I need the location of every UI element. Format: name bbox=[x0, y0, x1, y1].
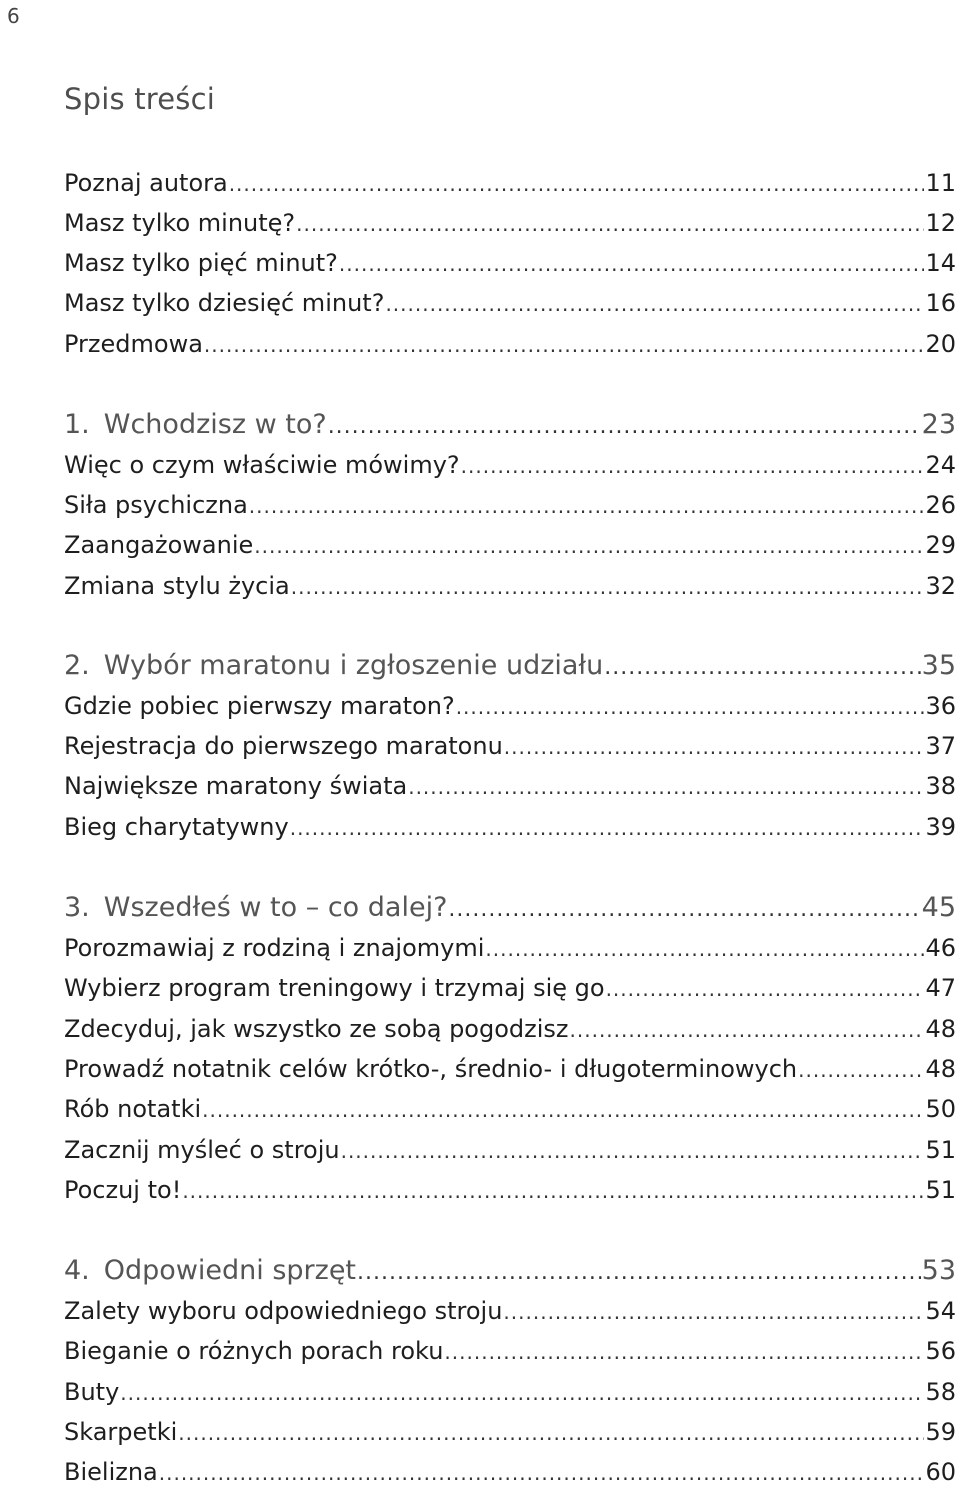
toc-entry-label: Poczuj to! bbox=[64, 1176, 182, 1204]
toc-page-number: 36 bbox=[925, 692, 956, 720]
toc-leader-dots bbox=[341, 1136, 925, 1166]
toc-entry bbox=[64, 1377, 956, 1408]
toc-page-number: 35 bbox=[921, 650, 956, 681]
toc-leader-dots bbox=[385, 289, 924, 319]
toc-page-number: 45 bbox=[921, 892, 956, 923]
toc-page-number: 58 bbox=[925, 1378, 956, 1406]
toc-entry bbox=[64, 1296, 956, 1327]
toc-entry bbox=[64, 1336, 956, 1367]
toc-page-number: 48 bbox=[925, 1015, 956, 1043]
toc-entry bbox=[64, 1175, 956, 1206]
toc-leader-dots bbox=[182, 1176, 924, 1206]
toc-entry bbox=[64, 771, 956, 802]
toc-leader-dots bbox=[570, 1015, 925, 1045]
toc-page-number: 51 bbox=[925, 1136, 956, 1164]
toc-entry-label: Masz tylko minutę? bbox=[64, 209, 296, 237]
toc-entry-label: Wybierz program treningowy i trzymaj się go bbox=[64, 974, 605, 1002]
toc-page-number: 16 bbox=[925, 289, 956, 317]
toc-leader-dots bbox=[120, 1378, 924, 1408]
toc-entry-label: Zalety wyboru odpowiedniego stroju bbox=[64, 1297, 503, 1325]
toc-entry bbox=[64, 691, 956, 722]
toc-page-number: 47 bbox=[925, 974, 956, 1002]
toc-entry bbox=[64, 812, 956, 843]
toc-entry bbox=[64, 731, 956, 762]
toc-entry bbox=[64, 1135, 956, 1166]
toc-entry-label: Przedmowa bbox=[64, 330, 203, 358]
toc-entry bbox=[64, 329, 956, 360]
toc-chapter-number: 2. bbox=[64, 650, 90, 681]
toc-leader-dots bbox=[254, 531, 924, 561]
toc-page-number: 48 bbox=[925, 1055, 956, 1083]
toc-leader-dots bbox=[296, 209, 924, 239]
toc-leader-dots bbox=[339, 249, 925, 279]
toc-leader-dots bbox=[291, 572, 925, 602]
toc-chapter-number: 3. bbox=[64, 892, 90, 923]
toc-entry bbox=[64, 1014, 956, 1045]
toc-page-number: 32 bbox=[925, 572, 956, 600]
toc-entry bbox=[64, 288, 956, 319]
toc-entry-label: Masz tylko dziesięć minut? bbox=[64, 289, 385, 317]
toc-entry-label: Zaangażowanie bbox=[64, 531, 254, 559]
toc-chapter-entry bbox=[64, 1256, 956, 1288]
toc-entry bbox=[64, 490, 956, 521]
toc-page-number: 38 bbox=[925, 772, 956, 800]
toc-leader-dots bbox=[159, 1458, 925, 1488]
toc-entry-label: Bieg charytatywny bbox=[64, 813, 289, 841]
toc-leader-dots bbox=[503, 1297, 924, 1327]
toc-chapter-number: 1. bbox=[64, 409, 90, 440]
toc-leader-dots bbox=[249, 491, 925, 521]
toc-entry bbox=[64, 1417, 956, 1448]
toc-entry-label: Zacznij myśleć o stroju bbox=[64, 1136, 340, 1164]
toc-page-number: 46 bbox=[925, 934, 956, 962]
toc-chapter-number: 4. bbox=[64, 1255, 90, 1286]
toc-entry-label: Zmiana stylu życia bbox=[64, 572, 290, 600]
toc-page-number: 39 bbox=[925, 813, 956, 841]
toc-entry-label: Największe maratony świata bbox=[64, 772, 408, 800]
page-number: 6 bbox=[7, 4, 20, 28]
toc-leader-dots bbox=[357, 1258, 921, 1288]
toc-page-number: 26 bbox=[925, 491, 956, 519]
toc-page-number: 54 bbox=[925, 1297, 956, 1325]
toc-page-number: 50 bbox=[925, 1095, 956, 1123]
toc-entry-label: Wszedłeś w to – co dalej? bbox=[103, 892, 448, 923]
toc-page-number: 60 bbox=[925, 1458, 956, 1486]
toc-entry bbox=[64, 530, 956, 561]
toc-entry-label: Poznaj autora bbox=[64, 169, 228, 197]
toc-entry-label: Prowadź notatnik celów krótko-, średnio- i długoterminowych bbox=[64, 1055, 798, 1083]
toc-entry bbox=[64, 1054, 956, 1085]
toc-entry bbox=[64, 1457, 956, 1488]
toc-page-number: 20 bbox=[925, 330, 956, 358]
toc-entry-label: Wybór maratonu i zgłoszenie udziału bbox=[103, 650, 604, 681]
toc-entry-label: Buty bbox=[64, 1378, 120, 1406]
toc-leader-dots bbox=[606, 974, 925, 1004]
toc-page-number: 29 bbox=[925, 531, 956, 559]
toc-leader-dots bbox=[461, 451, 925, 481]
toc-entry bbox=[64, 450, 956, 481]
toc-page-number: 24 bbox=[925, 451, 956, 479]
toc-chapter-entry bbox=[64, 410, 956, 442]
toc-entry-label: Porozmawiaj z rodziną i znajomymi bbox=[64, 934, 485, 962]
toc-page-number: 11 bbox=[925, 169, 956, 197]
toc-entry bbox=[64, 1094, 956, 1125]
toc-page-number: 23 bbox=[921, 409, 956, 440]
toc-entry-label: Gdzie pobiec pierwszy maraton? bbox=[64, 692, 455, 720]
toc-leader-dots bbox=[229, 169, 925, 199]
page-title: Spis treści bbox=[64, 82, 216, 116]
toc-entry-label: Bielizna bbox=[64, 1458, 158, 1486]
toc-leader-dots bbox=[178, 1418, 924, 1448]
toc-page-number: 59 bbox=[925, 1418, 956, 1446]
toc-leader-dots bbox=[444, 1337, 924, 1367]
toc-page-number: 53 bbox=[921, 1255, 956, 1286]
toc-entry-label: Wchodzisz w to? bbox=[103, 409, 327, 440]
toc-page-number: 51 bbox=[925, 1176, 956, 1204]
toc-leader-dots bbox=[202, 1095, 924, 1125]
toc-entry bbox=[64, 168, 956, 199]
toc-entry bbox=[64, 208, 956, 239]
toc-leader-dots bbox=[456, 692, 925, 722]
toc-entry bbox=[64, 973, 956, 1004]
toc-page-number: 37 bbox=[925, 732, 956, 760]
toc-entry-label: Więc o czym właściwie mówimy? bbox=[64, 451, 460, 479]
toc-leader-dots bbox=[504, 732, 925, 762]
toc-entry-label: Skarpetki bbox=[64, 1418, 178, 1446]
toc-leader-dots bbox=[204, 330, 925, 360]
toc-page-number: 56 bbox=[925, 1337, 956, 1365]
toc-entry-label: Bieganie o różnych porach roku bbox=[64, 1337, 444, 1365]
toc-entry-label: Odpowiedni sprzęt bbox=[103, 1255, 357, 1286]
toc-page-number: 12 bbox=[925, 209, 956, 237]
toc-chapter-entry bbox=[64, 651, 956, 683]
toc-leader-dots bbox=[485, 934, 924, 964]
toc-entry bbox=[64, 248, 956, 279]
toc-entry-label: Masz tylko pięć minut? bbox=[64, 249, 338, 277]
toc-leader-dots bbox=[408, 772, 924, 802]
toc-page-number: 14 bbox=[925, 249, 956, 277]
toc-leader-dots bbox=[604, 653, 920, 683]
toc-leader-dots bbox=[290, 813, 925, 843]
toc-leader-dots bbox=[798, 1055, 924, 1085]
toc-entry-label: Siła psychiczna bbox=[64, 491, 248, 519]
toc-entry-label: Zdecyduj, jak wszystko ze sobą pogodzisz bbox=[64, 1015, 569, 1043]
toc-chapter-entry bbox=[64, 893, 956, 925]
toc-leader-dots bbox=[448, 895, 920, 925]
toc-entry bbox=[64, 571, 956, 602]
toc-entry bbox=[64, 933, 956, 964]
toc-entry-label: Rejestracja do pierwszego maratonu bbox=[64, 732, 503, 760]
toc-leader-dots bbox=[328, 412, 921, 442]
toc-entry-label: Rób notatki bbox=[64, 1095, 202, 1123]
